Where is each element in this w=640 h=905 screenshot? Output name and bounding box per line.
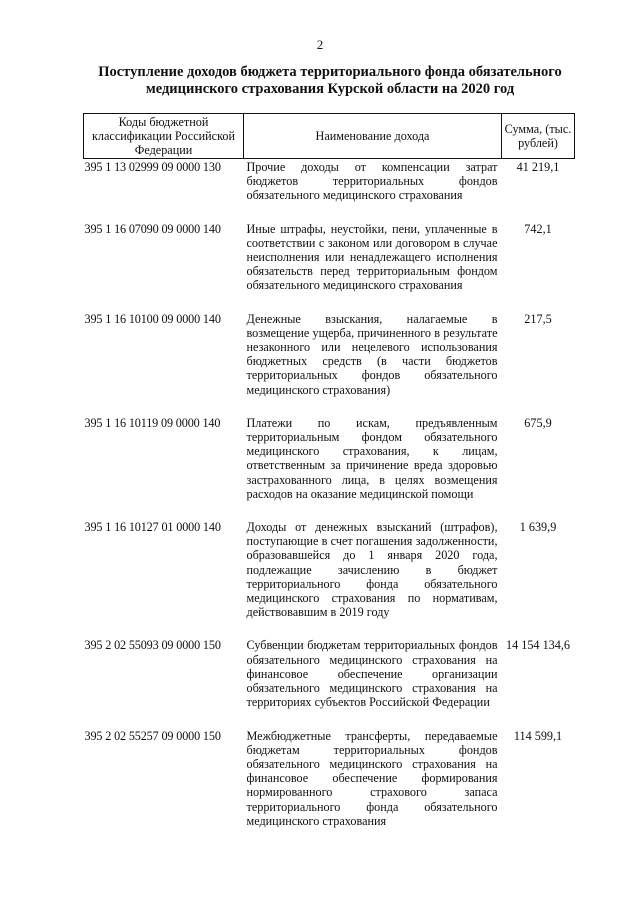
cell-code: 395 2 02 55093 09 0000 150: [84, 638, 221, 653]
row-spacer: [84, 203, 575, 222]
row-spacer: [84, 501, 575, 520]
table-row: [84, 416, 575, 501]
cell-sum: 675,9: [524, 415, 552, 430]
table-row: [84, 222, 575, 293]
page-number: 2: [316, 37, 324, 52]
table-header-row: [84, 114, 575, 159]
cell-name: Межбюджетные трансферты, передаваемые бюджетам территориальных фондов обязательного медицинского страхования на финансовое обеспечение формирования нормированного страхового запаса территориального фонда обязательного медицинского страхования: [246, 728, 498, 828]
table-row: [84, 638, 575, 709]
cell-sum: 114 599,1: [513, 728, 563, 743]
cell-name: Прочие доходы от компенсации затрат бюджетов территориальных фондов обязательного медицинского страхования: [246, 160, 498, 203]
header-name: Наименование дохода: [244, 114, 502, 159]
cell-code: 395 1 16 07090 09 0000 140: [84, 221, 221, 236]
cell-name: Иные штрафы, неустойки, пени, уплаченные в соответствии с законом или договором в случае неисполнения или ненадлежащего исполнения обязательств перед территориальным фондом обязательного медицинского страхования: [246, 221, 498, 293]
cell-name: Денежные взыскания, налагаемые в возмещение ущерба, причиненного в результате незаконного или нецелевого использования бюджетных средств (в части бюджетов территориальных фондов обязательного медицинского страхования): [246, 311, 498, 397]
document-title: [60, 64, 600, 98]
document-title-line-2: медицинского страхования Курской области на 2020 год: [145, 81, 515, 97]
revenue-table-grid: [83, 113, 575, 828]
cell-sum: 217,5: [524, 311, 552, 326]
table-row: [84, 159, 575, 203]
cell-code: 395 1 16 10100 09 0000 140: [84, 311, 221, 326]
table-row: [84, 729, 575, 828]
document-title-line-1: Поступление доходов бюджета территориального фонда обязательного: [98, 64, 562, 80]
header-code: Коды бюджетной классификации Российской Федерации: [84, 114, 244, 159]
row-spacer: [84, 710, 575, 729]
cell-name: Доходы от денежных взысканий (штрафов), поступающие в счет погашения задолженности, образовавшейся до 1 января 2020 года, подлежащие зачислению в бюджет территориального фонда обязательного медицинского страхования по нормативам, действовавшим в 2019 году: [246, 520, 498, 620]
cell-sum: 742,1: [524, 221, 552, 236]
cell-sum: 1 639,9: [519, 520, 557, 535]
cell-code: 395 1 16 10127 01 0000 140: [84, 520, 221, 535]
row-spacer: [84, 397, 575, 416]
row-spacer: [84, 619, 575, 638]
revenue-table: [83, 113, 574, 828]
table-row: [84, 312, 575, 397]
cell-name: Субвенции бюджетам территориальных фондов обязательного медицинского страхования на финансовое обеспечение организации обязательного медицинского страхования на территориях субъектов Российской Федерации: [246, 638, 498, 710]
cell-code: 395 1 16 10119 09 0000 140: [84, 415, 221, 430]
cell-name: Платежи по искам, предъявленным территориальным фондом обязательного медицинского страхования, к лицам, ответственным за причинение вреда здоровью застрахованного лица, в целях возмещения расходов на оказание медицинской помощи: [246, 415, 498, 501]
table-row: [84, 520, 575, 619]
cell-sum: 14 154 134,6: [506, 638, 570, 653]
cell-sum: 41 219,1: [516, 160, 560, 174]
cell-code: 395 2 02 55257 09 0000 150: [84, 728, 221, 743]
row-spacer: [84, 293, 575, 312]
cell-code: 395 1 13 02999 09 0000 130: [84, 160, 221, 174]
header-sum: Сумма, (тыс. рублей): [502, 114, 575, 159]
